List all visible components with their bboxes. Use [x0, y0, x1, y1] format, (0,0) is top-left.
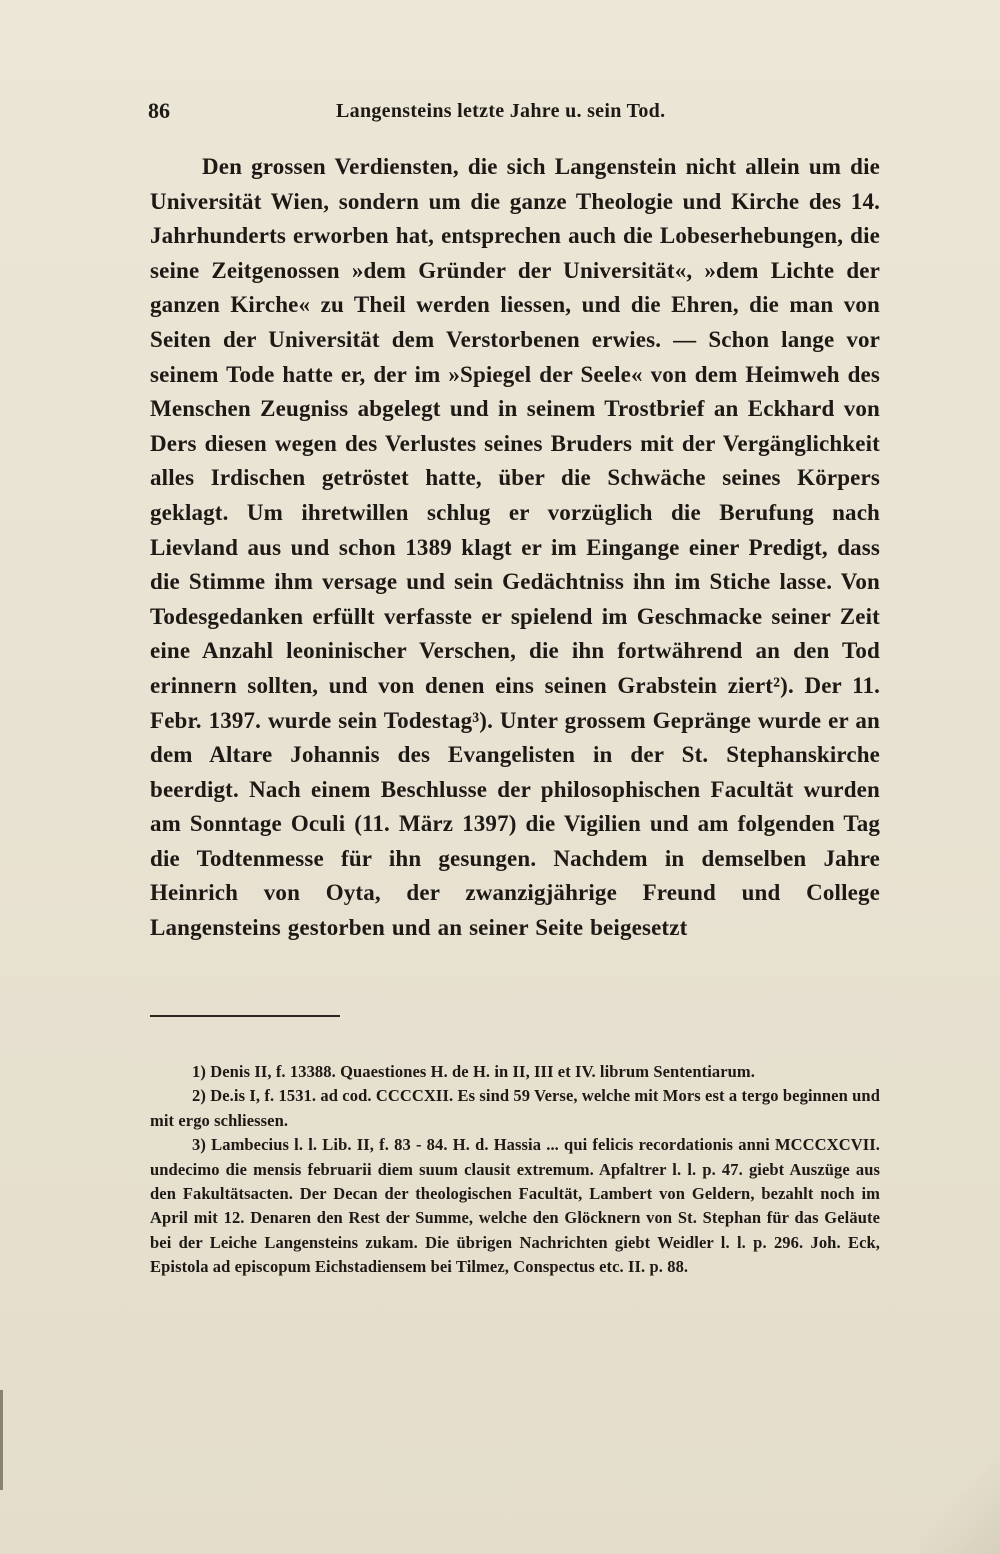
page-corner-shading — [920, 1374, 1000, 1554]
footnote-text: Denis II, f. 13388. Quaestiones H. de H. in II, III et IV. librum Sententiarum. — [210, 1062, 755, 1081]
page-number: 86 — [148, 98, 170, 123]
footnote-separator-rule — [150, 1015, 340, 1017]
page-header — [148, 98, 880, 128]
footnote-1 — [150, 1060, 880, 1084]
footnote-text: Lambecius l. l. Lib. II, f. 83 - 84. H. d. Hassia ... qui felicis recordationis anni MCCCXCVII. undecimo die mensis februarii diem suum clausit extremum. Apfaltrer l. l. p. 47. giebt Auszüge aus den Fakultätsacten. Der Decan der theologischen Facultät, Lambert von Geldern, bezahlt noch im April mit 12. Denaren den Rest der Summe, welche den Glöcknern von St. Stephan für das Geläute bei der Leiche Langensteins zukam. Die übrigen Nachrichten giebt Weidler l. l. p. 296. Joh. Eck, Epistola ad episcopum Eichstadiensem bei Tilmez, Conspectus etc. II. p. 88. — [150, 1135, 880, 1277]
footnote-number: 2) — [192, 1086, 206, 1106]
page-edge-mark — [0, 1390, 3, 1490]
footnotes — [150, 1060, 880, 1280]
footnote-number: 3) — [192, 1135, 206, 1155]
main-paragraph: Den grossen Verdiensten, die sich Langenstein nicht allein um die Universität Wien, sondern um die ganze Theologie und Kirche des 14. Jahrhunderts erworben hat, entsprechen auch die Lobeserhebungen, die seine Zeitgenossen »dem Gründer der Universität«, »dem Lichte der ganzen Kirche« zu Theil werden liessen, und die Ehren, die man von Seiten der Universität dem Verstorbenen erwies. — Schon lange vor seinem Tode hatte er, der im »Spiegel der Seele« von dem Heimweh des Menschen Zeugniss abgelegt und in seinem Trostbrief an Eckhard von Ders diesen wegen des Verlustes seines Bruders mit der Vergänglichkeit alles Irdischen getröstet hatte, über die Schwäche seines Körpers geklagt. Um ihretwillen schlug er vorzüglich die Berufung nach Lievland aus und schon 1389 klagt er im Eingange einer Predigt, dass die Stimme ihm versage und sein Gedächtniss ihn im Stiche lasse. Von Todesgedanken erfüllt verfasste er spielend im Geschmacke seiner Zeit eine Anzahl leoninischer Verschen, die ihn fortwährend an den Tod erinnern sollten, und von denen eins seinen Grabstein ziert²). Der 11. Febr. 1397. wurde sein Todestag³). Unter grossem Gepränge wurde er an dem Altare Johannis des Evangelisten in der St. Stephanskirche beerdigt. Nach einem Beschlusse der philosophischen Facultät wurden am Sonntage Oculi (11. März 1397) die Vigilien und am folgenden Tag die Todtenmesse für ihn gesungen. Nachdem in demselben Jahre Heinrich von Oyta, der zwanzigjährige Freund und College Langensteins gestorben und an seiner Seite beigesetzt — [150, 154, 880, 941]
footnote-text: De.is I, f. 1531. ad cod. CCCCXII. Es sind 59 Verse, welche mit Mors est a tergo beginnen und mit ergo schliessen. — [150, 1086, 880, 1130]
footnote-3 — [150, 1133, 880, 1279]
running-title: Langensteins letzte Jahre u. sein Tod. — [336, 100, 666, 122]
footnote-2 — [150, 1084, 880, 1133]
footnote-number: 1) — [192, 1062, 206, 1081]
